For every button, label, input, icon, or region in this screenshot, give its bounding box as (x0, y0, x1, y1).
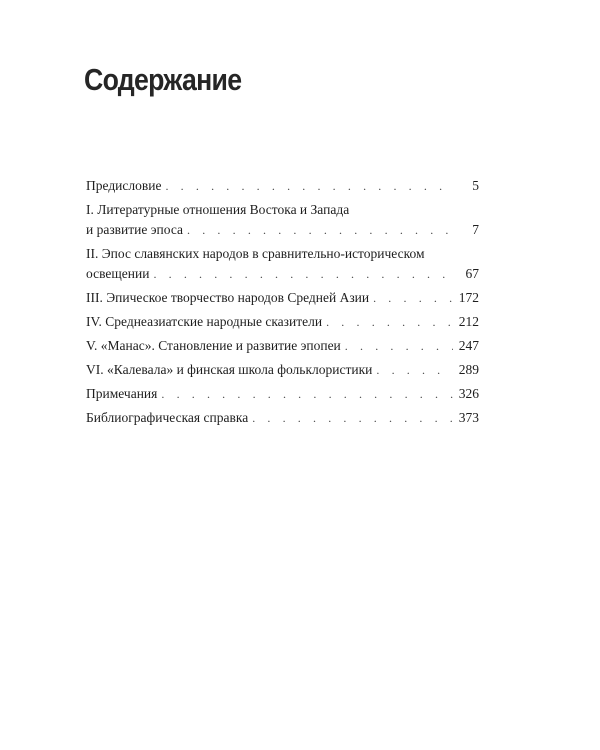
toc-entry-page: 212 (458, 314, 479, 329)
toc-entry-line (86, 312, 479, 332)
page-title: Содержание (84, 62, 242, 97)
toc-entry-line (86, 360, 479, 380)
toc-entry-chapter-4[interactable] (86, 312, 479, 332)
toc-entry-chapter-6[interactable] (86, 360, 479, 380)
toc-entry-chapter-1[interactable] (86, 200, 479, 240)
toc-entry-title: III. Эпическое творчество народов Средней Азии (86, 290, 370, 305)
dot-leader (161, 384, 453, 404)
toc-entry-bibliography[interactable] (86, 408, 479, 428)
dot-leader (345, 336, 453, 356)
toc-entry-title: Примечания (86, 386, 158, 401)
dot-leader (252, 408, 453, 428)
toc-entry-title: Предисловие (86, 178, 162, 193)
toc-entry-title: II. Эпос славянских народов в сравнительно-историческом (86, 246, 425, 261)
dot-leader (326, 312, 453, 332)
toc-entry-line (86, 336, 479, 356)
toc-entry-title: VI. «Калевала» и финская школа фольклористики (86, 362, 373, 377)
toc-entry-title: I. Литературные отношения Востока и Запада (86, 202, 350, 217)
toc-entry-title: IV. Среднеазиатские народные сказители (86, 314, 323, 329)
toc-entry-page: 247 (458, 338, 479, 353)
toc-entry-title-continued: освещении (86, 266, 150, 281)
toc-entry-page: 5 (472, 178, 479, 193)
toc-entry-line (86, 264, 479, 284)
toc-entry-chapter-5[interactable] (86, 336, 479, 356)
dot-leader (187, 220, 453, 240)
toc-entry-title: V. «Манас». Становление и развитие эпопеи (86, 338, 341, 353)
toc-entry-line (86, 200, 479, 220)
toc-entry-preface[interactable] (86, 176, 479, 196)
toc-entry-page: 67 (465, 266, 479, 281)
toc-entry-page: 373 (458, 410, 479, 425)
toc-entry-chapter-2[interactable] (86, 244, 479, 284)
dot-leader (373, 288, 453, 308)
toc-entry-page: 7 (472, 222, 479, 237)
toc-entry-line (86, 220, 479, 240)
toc-entry-line (86, 288, 479, 308)
dot-leader (165, 176, 453, 196)
dot-leader (153, 264, 453, 284)
toc-entry-line (86, 176, 479, 196)
table-of-contents (86, 176, 479, 432)
toc-entry-title-continued: и развитие эпоса (86, 222, 184, 237)
toc-entry-line (86, 244, 479, 264)
toc-entry-page: 172 (458, 290, 479, 305)
toc-entry-chapter-3[interactable] (86, 288, 479, 308)
toc-entry-notes[interactable] (86, 384, 479, 404)
toc-entry-page: 289 (458, 362, 479, 377)
toc-entry-line (86, 384, 479, 404)
toc-entry-title: Библиографическая справка (86, 410, 249, 425)
toc-entry-page: 326 (458, 386, 479, 401)
toc-entry-line (86, 408, 479, 428)
dot-leader (376, 360, 453, 380)
